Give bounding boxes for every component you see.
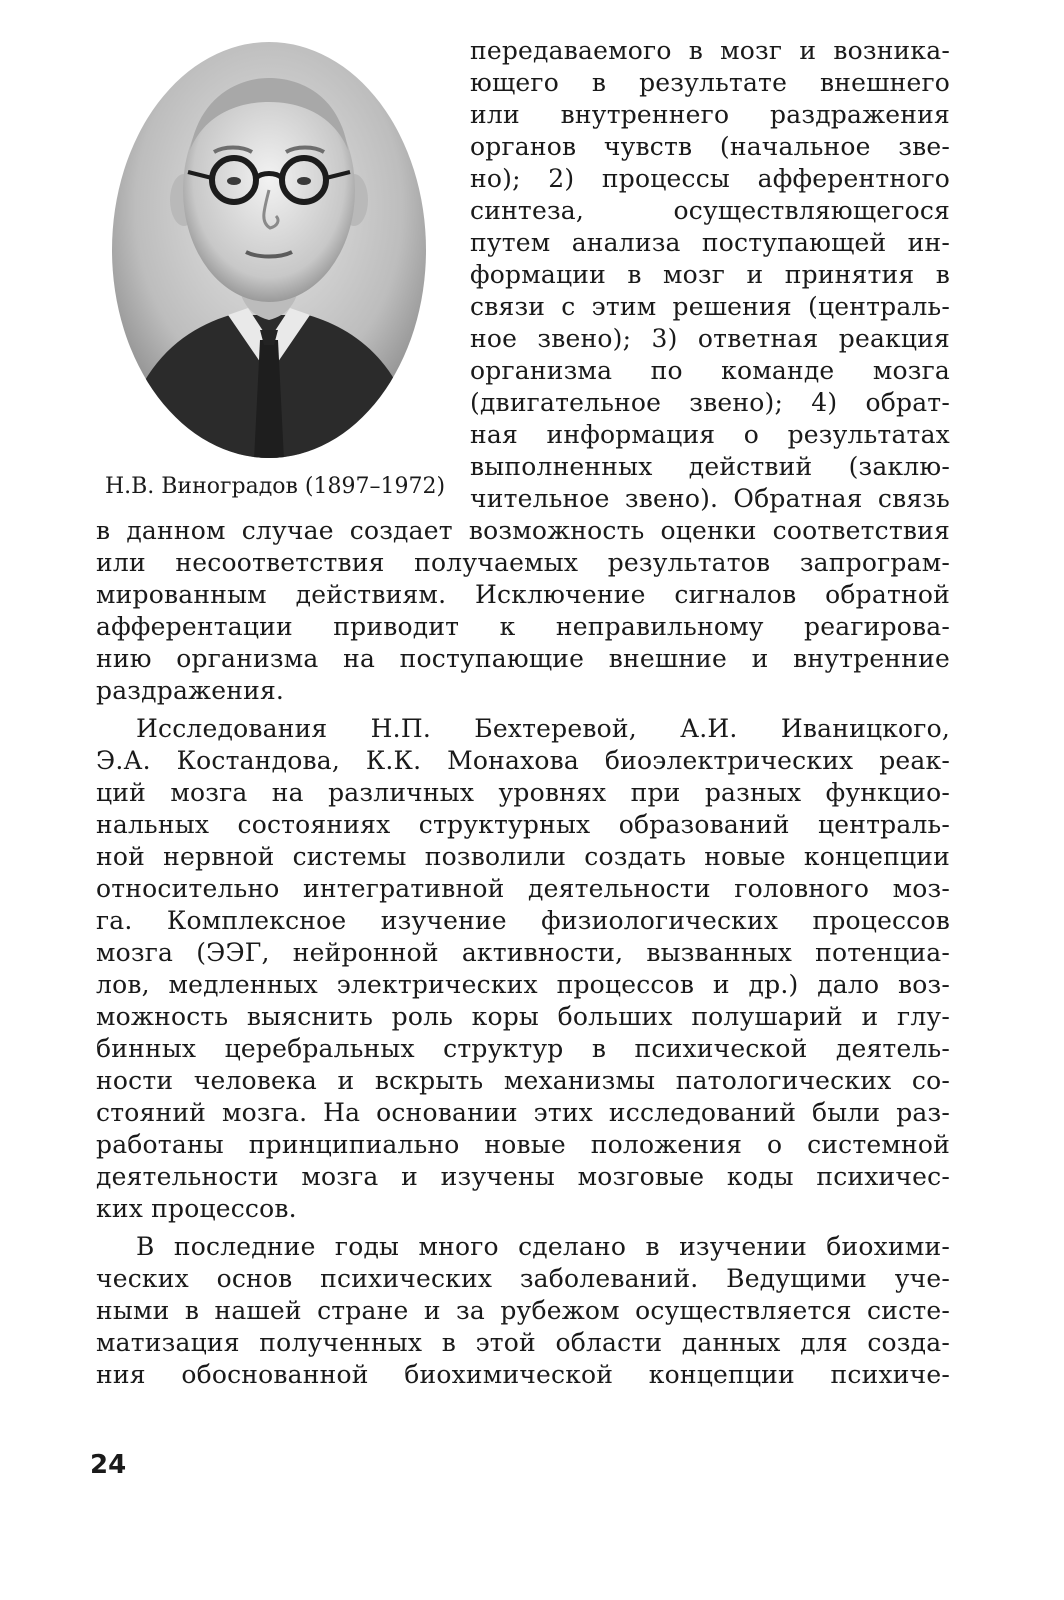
text-line: можность выяснить роль коры больших полушарий и глу- [96, 1002, 950, 1031]
portrait-photo [110, 40, 428, 460]
portrait-caption: Н.В. Виноградов (1897–1972) [104, 474, 446, 499]
text-line: ной нервной системы позволили создать новые концепции [96, 842, 950, 871]
text-line: ными в нашей стране и за рубежом осуществляется систе- [96, 1296, 950, 1325]
text-line: афферентации приводит к неправильному реагирова- [96, 612, 950, 641]
text-line: бинных церебральных структур в психической деятель- [96, 1034, 950, 1063]
text-line: матизация полученных в этой области данных для созда- [96, 1328, 950, 1357]
text-line: ческих основ психических заболеваний. Ведущими уче- [96, 1264, 950, 1293]
text-line: раздражения. [96, 676, 285, 705]
text-line: но); 2) процессы афферентного [470, 164, 950, 193]
text-line: ная информация о результатах [470, 420, 950, 449]
text-line: нию организма на поступающие внешние и внутренние [96, 644, 950, 673]
text-line: органов чувств (начальное зве- [470, 132, 950, 161]
text-line: ющего в результате внешнего [470, 68, 950, 97]
text-line: чительное звено). Обратная связь [470, 484, 950, 513]
page-number: 24 [90, 1450, 127, 1480]
text-line: ких процессов. [96, 1194, 297, 1223]
text-line: синтеза, осуществляющегося [470, 196, 950, 225]
paragraph-first-line: Исследования Н.П. Бехтеревой, А.И. Иваницкого, [136, 714, 950, 743]
text-line: Э.А. Костандова, К.К. Монахова биоэлектрических реак- [96, 746, 950, 775]
text-line: нальных состояниях структурных образований централь- [96, 810, 950, 839]
text-line: или несоответствия получаемых результатов запрограм- [96, 548, 950, 577]
text-line: или внутреннего раздражения [470, 100, 950, 129]
text-line: мированным действиям. Исключение сигналов обратной [96, 580, 950, 609]
text-line: путем анализа поступающей ин- [470, 228, 950, 257]
text-line: выполненных действий (заклю- [470, 452, 950, 481]
text-line: стояний мозга. На основании этих исследований были раз- [96, 1098, 950, 1127]
text-line: лов, медленных электрических процессов и др.) дало воз- [96, 970, 950, 999]
text-line: связи с этим решения (централь- [470, 292, 950, 321]
text-line: ций мозга на различных уровнях при разных функцио- [96, 778, 950, 807]
paragraph-first-line: В последние годы много сделано в изучении биохими- [136, 1232, 950, 1261]
text-line: работаны принципиально новые положения о системной [96, 1130, 950, 1159]
text-line: га. Комплексное изучение физиологических процессов [96, 906, 950, 935]
text-line: организма по команде мозга [470, 356, 950, 385]
text-line: формации в мозг и принятия в [470, 260, 950, 289]
text-line: передаваемого в мозг и возника- [470, 36, 950, 65]
text-line: (двигательное звено); 4) обрат- [470, 388, 950, 417]
text-line: мозга (ЭЭГ, нейронной активности, вызванных потенциа- [96, 938, 950, 967]
text-line: деятельности мозга и изучены мозговые коды психичес- [96, 1162, 950, 1191]
text-line: ности человека и вскрыть механизмы патологических со- [96, 1066, 950, 1095]
text-line: относительно интегративной деятельности головного моз- [96, 874, 950, 903]
text-line: ния обоснованной биохимической концепции психиче- [96, 1360, 950, 1389]
text-line: в данном случае создает возможность оценки соответствия [96, 516, 950, 545]
text-line: ное звено); 3) ответная реакция [470, 324, 950, 353]
